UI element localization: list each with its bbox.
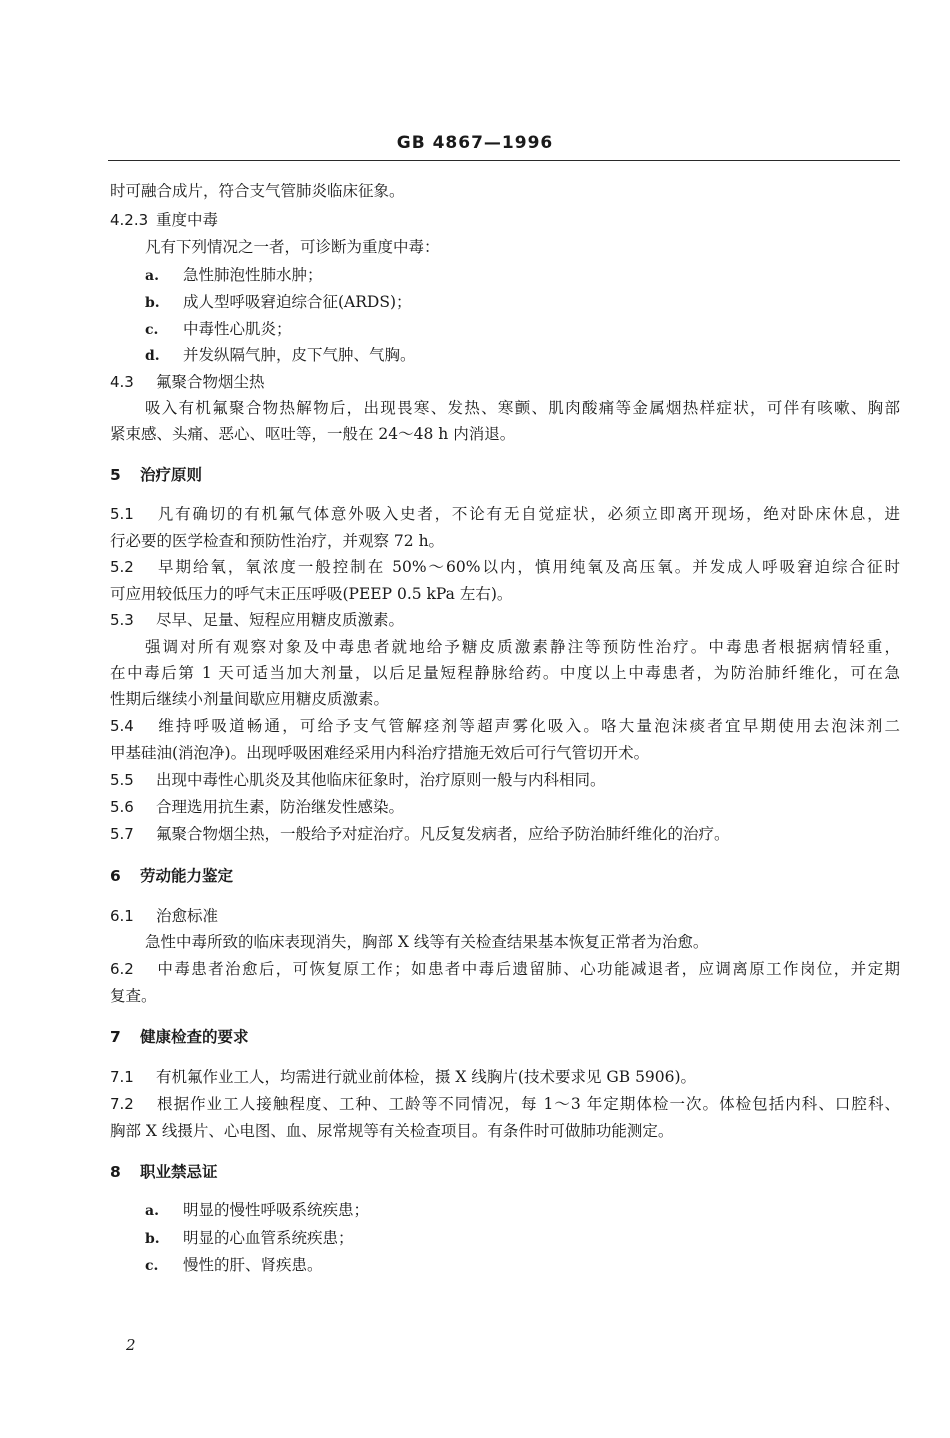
section-6-heading: 6 劳动能力鉴定 bbox=[110, 867, 234, 885]
paragraph-line: 紧束感、头痛、恶心、呕吐等，一般在 24～48 h 内消退。 bbox=[110, 425, 516, 443]
paragraph-line: 5.5 出现中毒性心肌炎及其他临床征象时，治疗原则一般与内科相同。 bbox=[110, 771, 606, 789]
section-8-heading: 8 职业禁忌证 bbox=[110, 1163, 218, 1181]
list-item: c. 慢性的肝、肾疾患。 bbox=[145, 1256, 323, 1274]
paragraph-line: 性期后继续小剂量间歇应用糖皮质激素。 bbox=[110, 690, 390, 708]
paragraph-line: 5.1 凡有确切的有机氟气体意外吸入史者，不论有无自觉症状，必须立即离开现场，绝对卧床休息，进 bbox=[110, 505, 900, 523]
list-item: b. 成人型呼吸窘迫综合征(ARDS)； bbox=[145, 293, 412, 311]
section-5-heading: 5 治疗原则 bbox=[110, 466, 203, 484]
paragraph-line: 急性中毒所致的临床表现消失，胸部 X 线等有关检查结果基本恢复正常者为治愈。 bbox=[145, 933, 709, 951]
subsection-4-3-heading: 4.3 氟聚合物烟尘热 bbox=[110, 373, 265, 391]
paragraph-line: 行必要的医学检查和预防性治疗，并观察 72 h。 bbox=[110, 532, 445, 550]
header-rule bbox=[108, 160, 900, 161]
standard-code-header: GB 4867—1996 bbox=[396, 133, 554, 153]
list-item: d. 并发纵隔气肿，皮下气肿、气胸。 bbox=[145, 346, 416, 364]
page-number: 2 bbox=[126, 1336, 136, 1354]
section-7-heading: 7 健康检查的要求 bbox=[110, 1028, 249, 1046]
paragraph-line: 复查。 bbox=[110, 987, 157, 1005]
paragraph-line: 强调对所有观察对象及中毒患者就地给予糖皮质激素静注等预防性治疗。中毒患者根据病情轻重， bbox=[145, 638, 900, 656]
paragraph-line: 5.2 早期给氧，氧浓度一般控制在 50%～60%以内，慎用纯氧及高压氧。并发成人呼吸窘迫综合征时 bbox=[110, 558, 900, 576]
paragraph-line: 5.7 氟聚合物烟尘热，一般给予对症治疗。凡反复发病者，应给予防治肺纤维化的治疗。 bbox=[110, 825, 730, 843]
subsection-number: 4.2.3 bbox=[110, 211, 149, 229]
list-item: a. 明显的慢性呼吸系统疾患； bbox=[145, 1201, 370, 1219]
paragraph-line: 7.2 根据作业工人接触程度、工种、工龄等不同情况，每 1～3 年定期体检一次。体检包括内科、口腔科、 bbox=[110, 1095, 900, 1113]
paragraph-line: 胸部 X 线摄片、心电图、血、尿常规等有关检查项目。有条件时可做肺功能测定。 bbox=[110, 1122, 674, 1140]
paragraph-line: 在中毒后第 1 天可适当加大剂量，以后足量短程静脉给药。中度以上中毒患者，为防治肺纤维化，可在急 bbox=[110, 664, 900, 682]
paragraph-line: 时可融合成片，符合支气管肺炎临床征象。 bbox=[110, 182, 405, 200]
list-item: b. 明显的心血管系统疾患； bbox=[145, 1229, 354, 1247]
subsection-4-2-3-heading bbox=[110, 210, 218, 230]
paragraph-line: 7.1 有机氟作业工人，均需进行就业前体检，摄 X 线胸片(技术要求见 GB 5906)。 bbox=[110, 1068, 697, 1086]
subsection-6-1-heading: 6.1 治愈标准 bbox=[110, 907, 219, 925]
paragraph-line: 可应用较低压力的呼气末正压呼吸(PEEP 0.5 kPa 左右)。 bbox=[110, 585, 513, 603]
subsection-title: 重度中毒 bbox=[156, 211, 219, 229]
paragraph-line: 凡有下列情况之一者，可诊断为重度中毒： bbox=[145, 238, 440, 256]
list-item: a. 急性肺泡性肺水肿； bbox=[145, 266, 323, 284]
paragraph-line: 5.4 维持呼吸道畅通，可给予支气管解痉剂等超声雾化吸入。咯大量泡沫痰者宜早期使用去泡沫剂二 bbox=[110, 717, 900, 735]
paragraph-line: 6.2 中毒患者治愈后，可恢复原工作；如患者中毒后遗留肺、心功能减退者，应调离原工作岗位，并定期 bbox=[110, 960, 900, 978]
paragraph-line: 5.3 尽早、足量、短程应用糖皮质激素。 bbox=[110, 611, 405, 629]
paragraph-line: 甲基硅油(消泡净)。出现呼吸困难经采用内科治疗措施无效后可行气管切开术。 bbox=[110, 744, 650, 762]
paragraph-line: 吸入有机氟聚合物热解物后，出现畏寒、发热、寒颤、肌肉酸痛等金属烟热样症状，可伴有咳嗽、胸部 bbox=[145, 399, 900, 417]
paragraph-line: 5.6 合理选用抗生素，防治继发性感染。 bbox=[110, 798, 405, 816]
list-item: c. 中毒性心肌炎； bbox=[145, 320, 292, 338]
